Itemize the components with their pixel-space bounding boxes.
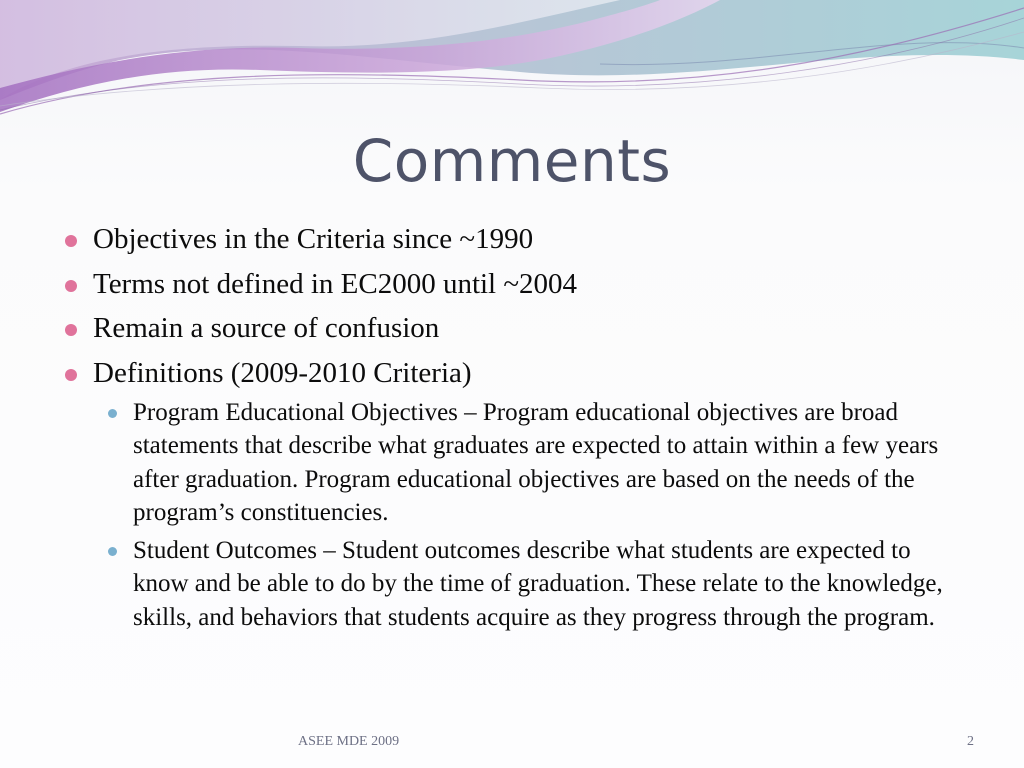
bullet-dot-icon [65,235,77,247]
bullet-item [62,311,962,345]
sub-bullet-list [93,396,962,635]
sub-bullet-dot-icon [108,547,117,556]
bullet-dot-icon [65,369,77,381]
bullet-text: Terms not defined in EC2000 until ~2004 [93,267,578,300]
slide-body [62,222,962,645]
sub-bullet-text: Student Outcomes – Student outcomes describe what students are expected to know and be able to do by the time of graduation. These relate to the knowledge, skills, and behaviors that students acquire as they progress through the program. [133,536,943,631]
sub-bullet-item [93,534,962,635]
slide-title: Comments [352,127,672,195]
page-number: 2 [967,734,974,749]
bullet-item [62,267,962,301]
header-wave-decoration [0,0,1024,130]
bullet-dot-icon [65,324,77,336]
footer-text: ASEE MDE 2009 [298,734,400,749]
bullet-dot-icon [65,280,77,292]
bullet-item [62,222,962,256]
bullet-item [62,356,962,635]
sub-bullet-text: Program Educational Objectives – Program educational objectives are broad statements that describe what graduates are expected to attain within a few years after graduation. Program educational objectives are based on the needs of the program’s constituencies. [133,398,939,526]
sub-bullet-item [93,396,962,530]
sub-bullet-dot-icon [108,409,117,418]
bullet-text: Remain a source of confusion [93,312,440,344]
bullet-text: Definitions (2009-2010 Criteria) [93,356,472,389]
bullet-list [62,222,962,634]
bullet-text: Objectives in the Criteria since ~1990 [93,223,534,255]
